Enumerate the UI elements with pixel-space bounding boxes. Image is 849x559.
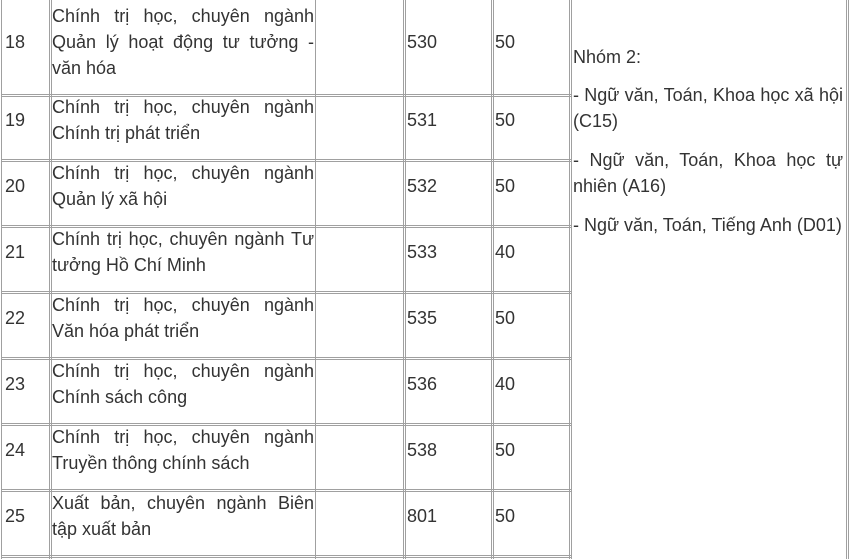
row-number: 20 xyxy=(5,176,26,196)
subject-combination: - Ngữ văn, Toán, Khoa học xã hội (C15) xyxy=(573,85,843,131)
program-quota: 50 xyxy=(495,32,516,52)
program-code: 530 xyxy=(407,32,438,52)
program-quota: 50 xyxy=(495,308,516,328)
table-border xyxy=(493,0,494,559)
program-name: Chính trị học, chuyên ngành Quản lý xã hội xyxy=(52,163,314,209)
program-code: 536 xyxy=(407,374,438,394)
table-border xyxy=(1,0,2,559)
table-border xyxy=(491,0,492,559)
program-quota: 50 xyxy=(495,176,516,196)
program-name: Chính trị học, chuyên ngành Văn hóa phát triển xyxy=(52,295,314,341)
row-border xyxy=(1,557,572,558)
program-name: Chính trị học, chuyên ngành Tư tưởng Hồ Chí Minh xyxy=(52,229,314,275)
program-code: 538 xyxy=(407,440,438,460)
row-number: 24 xyxy=(5,440,26,460)
table-border xyxy=(49,0,50,559)
subject-combination: - Ngữ văn, Toán, Khoa học tự nhiên (A16) xyxy=(573,150,843,196)
program-quota: 50 xyxy=(495,506,516,526)
row-number: 25 xyxy=(5,506,26,526)
table-border xyxy=(315,0,316,559)
subject-group-cell xyxy=(573,44,843,251)
subject-group-title: Nhóm 2: xyxy=(573,47,642,67)
row-number: 21 xyxy=(5,242,26,262)
program-quota: 40 xyxy=(495,374,516,394)
program-code: 801 xyxy=(407,506,438,526)
row-number: 23 xyxy=(5,374,26,394)
program-quota: 50 xyxy=(495,110,516,130)
program-code: 532 xyxy=(407,176,438,196)
program-code: 535 xyxy=(407,308,438,328)
program-name: Chính trị học, chuyên ngành Quản lý hoạt động tư tưởng - văn hóa xyxy=(52,6,314,78)
row-number: 19 xyxy=(5,110,26,130)
row-number: 22 xyxy=(5,308,26,328)
table-border xyxy=(846,0,847,559)
row-number: 18 xyxy=(5,32,26,52)
subject-combination: - Ngữ văn, Toán, Tiếng Anh (D01) xyxy=(573,215,842,235)
program-quota: 50 xyxy=(495,440,516,460)
table-border xyxy=(405,0,406,559)
program-name: Chính trị học, chuyên ngành Chính trị phát triển xyxy=(52,97,314,143)
program-name: Chính trị học, chuyên ngành Truyền thông chính sách xyxy=(52,427,314,473)
program-name: Chính trị học, chuyên ngành Chính sách công xyxy=(52,361,314,407)
program-code: 533 xyxy=(407,242,438,262)
program-quota: 40 xyxy=(495,242,516,262)
row-border xyxy=(1,555,572,556)
table-border xyxy=(403,0,404,559)
table-border xyxy=(571,0,572,559)
program-name: Xuất bản, chuyên ngành Biên tập xuất bản xyxy=(52,493,314,539)
program-code: 531 xyxy=(407,110,438,130)
table-border xyxy=(569,0,570,559)
